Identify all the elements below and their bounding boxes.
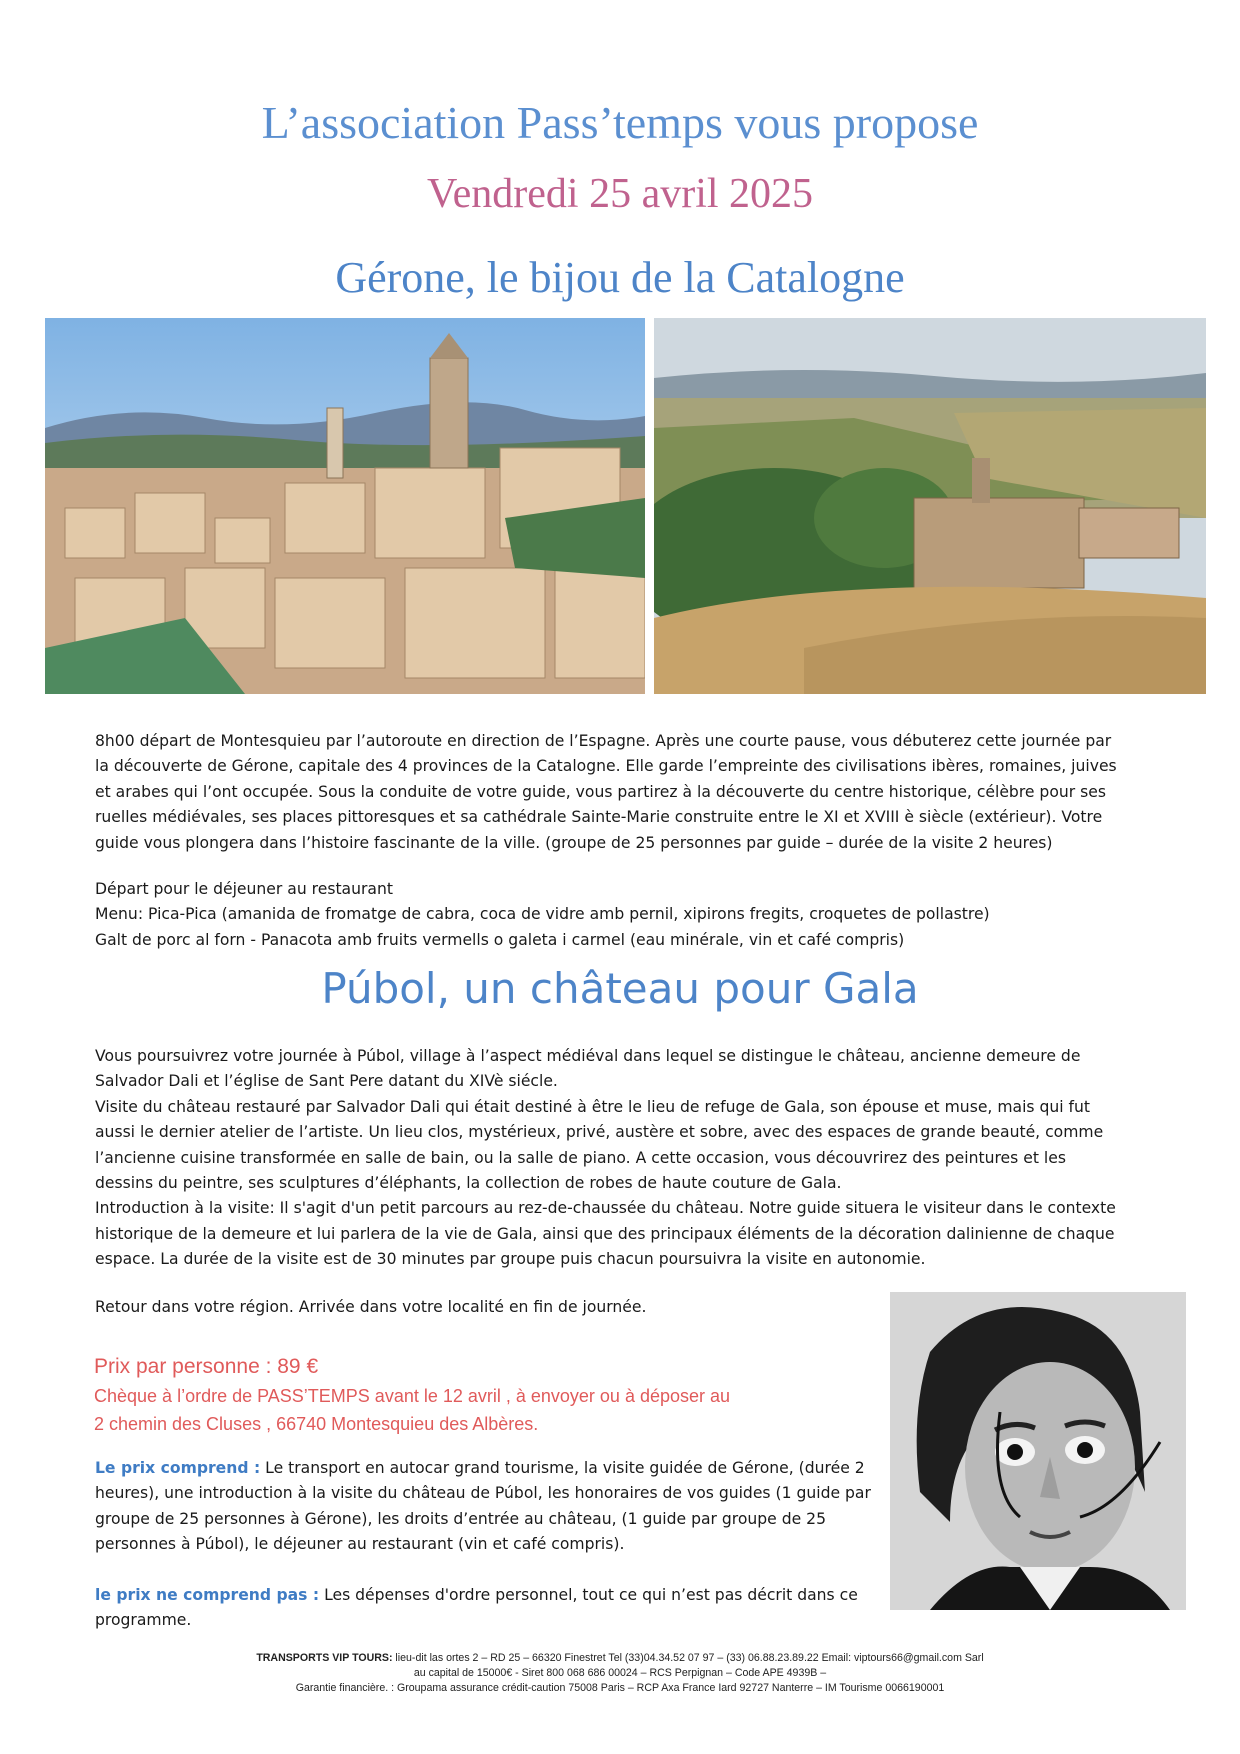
price-payment-line: Chèque à l’ordre de PASS’TEMPS avant le 12 avril , à envoyer ou à déposer au [94,1386,731,1406]
price-excludes [95,1583,895,1634]
lunch-line-3: Galt de porc al forn - Panacota amb fruits vermells o galeta i carmel (eau minérale, vin et café compris) [95,930,905,949]
pubol-paragraph-1: Vous poursuivrez votre journée à Púbol, village à l’aspect médiéval dans lequel se distingue le château, ancienne demeure de Salvador Dali et l’église de Sant Pere datant du XIVè siécle. [95,1047,1081,1091]
price-address-line: 2 chemin des Cluses , 66740 Montesquieu des Albères. [94,1414,539,1434]
price-title: Prix par personne : 89 € [94,1355,319,1378]
includes-text: Le transport en autocar grand tourisme, la visite guidée de Gérone, (durée 2 heures), une introduction à la visite du château de Púbol, les honoraires de vos guides (1 guide par groupe de 25 personnes à Gérone), les droits d’entrée au château, (1 guide par groupe de 25 personnes à Púbol), le déjeuner au restaurant (vin et café compris). [95,1459,871,1554]
dali-portrait [890,1292,1186,1610]
footer-company: TRANSPORTS VIP TOURS: [256,1652,393,1664]
price-block [94,1352,894,1438]
pubol-heading: Púbol, un château pour Gala [321,964,919,1013]
excludes-label: le prix ne comprend pas : [95,1586,320,1604]
title-date: Vendredi 25 avril 2025 [426,171,814,217]
pubol-paragraph-3: Introduction à la visite: Il s'agit d'un petit parcours au rez-de-chaussée du château. Notre guide situera le visiteur dans le contexte historique de la demeure et lui parlera de la vie de Gala, ainsi que des principaux éléments de la décoration dalinienne de chaque espace. La durée de la visite est de 30 minutes par groupe puis chacun poursuivra la visite en autonomie. [95,1199,1116,1269]
footer-line-2: au capital de 15000€ - Siret 800 068 686 00024 – RCS Perpignan – Code APE 4939B – [413,1667,827,1679]
lunch-section [95,877,1125,953]
intro-paragraph: 8h00 départ de Montesquieu par l’autoroute en direction de l’Espagne. Après une courte pause, vous débuterez cette journée par la découverte de Gérone, capitale des 4 provinces de la Catalogne. Elle garde l’empreinte des civilisations ibères, romaines, juives et arabes qui l’ont occupée. Sous la conduite de votre guide, vous partirez à la découverte du centre historique, célèbre pour ses ruelles médiévales, ses places pittoresques et sa cathédrale Sainte-Marie construite entre le XI et XVIII è siècle (extérieur). Votre guide vous plongera dans l’histoire fascinante de la ville. (groupe de 25 personnes par guide – durée de la visite 2 heures) [95,732,1117,852]
footer-address: lieu-dit las ortes 2 – RD 25 – 66320 Finestret Tel (33)04.34.52 07 97 – (33) 06.88.23.89.22 Email: viptours66@gmail.com Sarl [392,1652,984,1664]
return-text: Retour dans votre région. Arrivée dans votre localité en fin de journée. [95,1298,647,1316]
title-association: L’association Pass’temps vous propose [261,97,979,148]
includes-label: Le prix comprend : [95,1459,261,1477]
pubol-village-photo [654,318,1206,694]
lunch-line-1: Départ pour le déjeuner au restaurant [95,880,393,898]
pubol-paragraph-2: Visite du château restauré par Salvador Dali qui était destiné à être le lieu de refuge de Gala, son épouse et muse, mais qui fut aussi le dernier atelier de l’artiste. Un lieu clos, mystérieux, privé, austère et sobre, avec des espaces de grande beauté, comme l’ancienne cuisine transformée en salle de bain, ou la salle de piano. A cette occasion, vous découvrirez des peintures et les dessins du peintre, ses sculptures d’éléphants, la collection de robes de haute couture de Gala. [95,1097,1104,1193]
pubol-section [95,1044,1125,1273]
price-includes [95,1456,895,1558]
excludes-text: Les dépenses d'ordre personnel, tout ce qui n’est pas décrit dans ce programme. [95,1586,858,1630]
title-gerone: Gérone, le bijou de la Catalogne [335,253,905,302]
footer-line-3: Garantie financière. : Groupama assurance crédit-caution 75008 Paris – RCP Axa France Iard 92727 Nanterre – IM Tourisme 0066190001 [295,1682,945,1694]
footer [150,1651,1090,1696]
footer-line-1 [150,1651,1090,1666]
lunch-line-2: Menu: Pica-Pica (amanida de fromatge de cabra, coca de vidre amb pernil, xipirons fregits, croquetes de pollastre) [95,905,990,924]
girona-city-photo [45,318,645,694]
